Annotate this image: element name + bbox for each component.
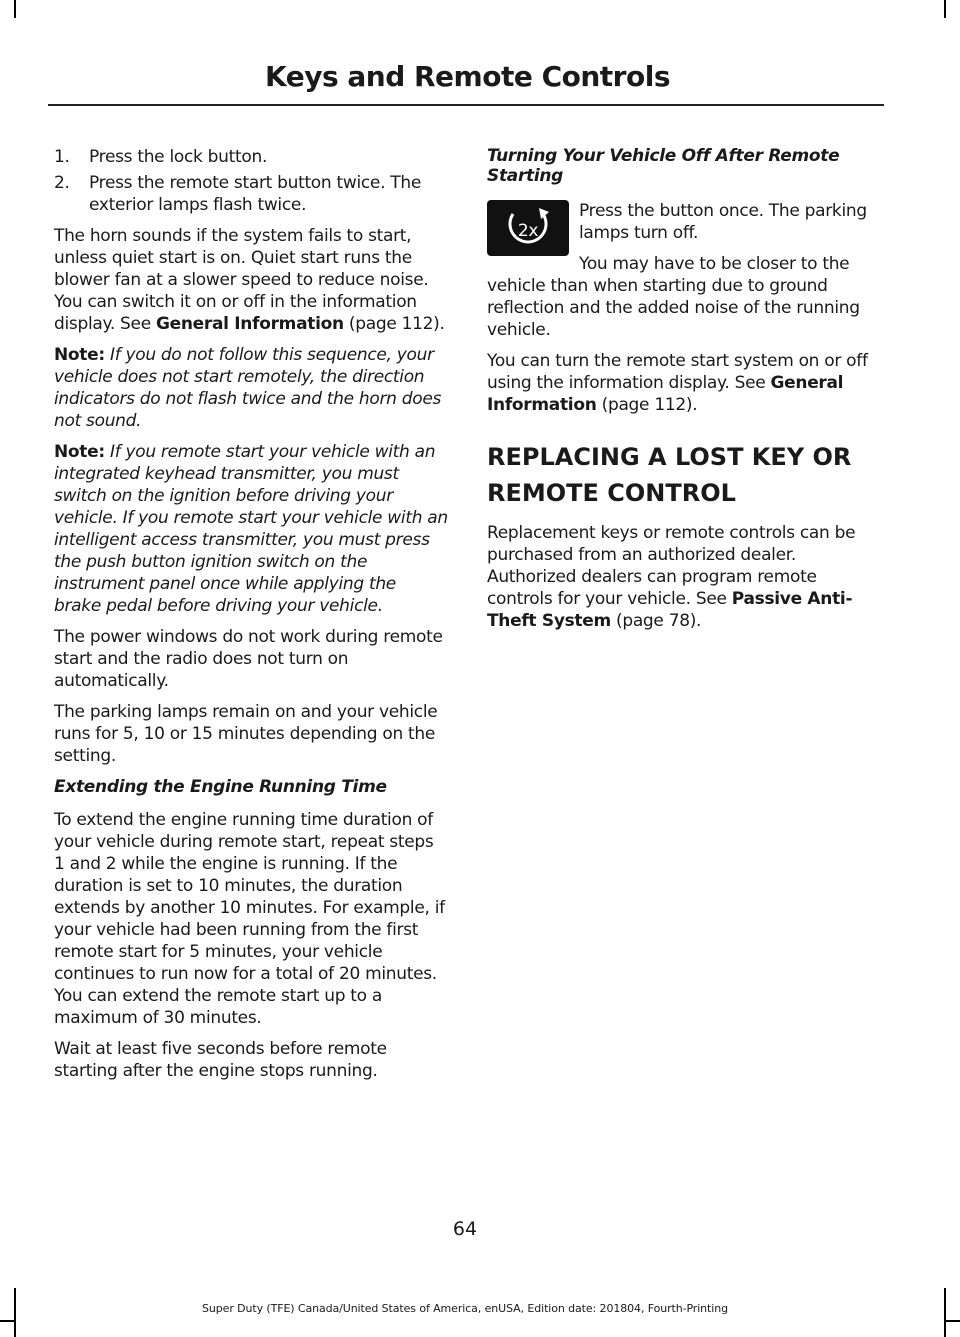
paragraph-turn-on-off: You can turn the remote start system on or off using the information display. See General Information (page 112). [487, 351, 868, 415]
link-general-information-2[interactable]: General Information [487, 373, 844, 415]
header-divider [48, 104, 884, 106]
icon-row [487, 200, 881, 275]
left-column [54, 146, 448, 1091]
link-general-information[interactable]: General Information [155, 314, 344, 334]
crop-mark-top-right [944, 0, 946, 18]
right-column [487, 146, 881, 641]
paragraph-wait: Wait at least five seconds before remote starting after the engine stops running. [54, 1039, 387, 1081]
note-sequence: Note: If you do not follow this sequence, your vehicle does not start remotely, the direction indicators do not flash twice and the horn does not sound. [54, 345, 442, 431]
list-item: 1. Press the lock button. [54, 147, 268, 167]
crop-mark-bottom-left-h [0, 1320, 16, 1322]
paragraph-horn: The horn sounds if the system fails to start, unless quiet start is on. Quiet start runs the blower fan at a slower speed to reduce noise. You can switch it on or off in the information display. See General Information (page 112). [54, 226, 445, 334]
link-passive-anti-theft[interactable]: Passive Anti-Theft System [487, 589, 853, 631]
paragraph-windows: The power windows do not work during remote start and the radio does not turn on automatically. [54, 627, 443, 691]
remote-start-2x-icon [487, 200, 569, 256]
paragraph-replacement: Replacement keys or remote controls can be purchased from an authorized dealer. Authorized dealers can program remote controls for your vehicle. See Passive Anti-Theft System (page 78). [487, 523, 856, 631]
paragraph-closer-start: You may have to be closer to the [579, 254, 850, 274]
crop-mark-top-left [14, 0, 16, 18]
footer-edition: Super Duty (TFE) Canada/United States of America, enUSA, Edition date: 201804, Fourth-Printing [202, 1302, 728, 1315]
subheading-extending: Extending the Engine Running Time [54, 777, 387, 797]
page-title: Keys and Remote Controls [265, 60, 670, 93]
svg-text:2x: 2x [517, 221, 539, 241]
note-ignition: Note: If you remote start your vehicle with an integrated keyhead transmitter, you must switch on the ignition before driving your vehicle. If you remote start your vehicle with an intelligent access transmitter, you must press the push button ignition switch on the instrument panel once while applying the brake pedal before driving your vehicle. [54, 442, 448, 616]
paragraph-press-once: Press the button once. The parking lamps turn off. [579, 201, 867, 243]
section-heading-replacing: REPLACING A LOST KEY OR REMOTE CONTROL [487, 443, 852, 507]
crop-mark-bottom-right-h [944, 1320, 960, 1322]
page-number: 64 [452, 1218, 478, 1240]
list-item: 2. Press the remote start button twice. The exterior lamps flash twice. [54, 173, 422, 215]
paragraph-parking-lamps: The parking lamps remain on and your vehicle runs for 5, 10 or 15 minutes depending on the setting. [54, 702, 438, 766]
crop-mark-bottom-right [944, 1288, 946, 1337]
subheading-turning-off: Turning Your Vehicle Off After Remote Starting [487, 146, 840, 186]
steps-list [54, 146, 448, 216]
icon-description [579, 200, 881, 275]
paragraph-closer-cont: vehicle than when starting due to ground reflection and the added noise of the running vehicle. [487, 276, 860, 340]
paragraph-extend: To extend the engine running time duration of your vehicle during remote start, repeat steps 1 and 2 while the engine is running. If the duration is set to 10 minutes, the duration extends by another 10 minutes. For example, if your vehicle had been running from the first remote start for 5 minutes, your vehicle continues to run now for a total of 20 minutes. You can extend the remote start up to a maximum of 30 minutes. [54, 810, 445, 1028]
